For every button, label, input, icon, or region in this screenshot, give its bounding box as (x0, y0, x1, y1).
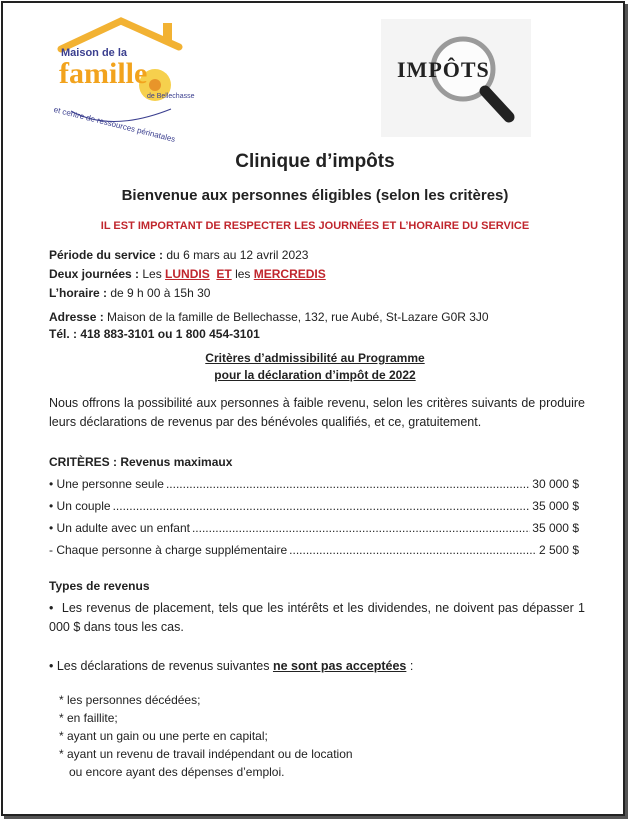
days-and: ET (216, 267, 232, 281)
criteria-row (49, 543, 579, 557)
bullet-icon: • (49, 659, 57, 673)
phone-line: Tél. : 418 883-3101 ou 1 800 454-3101 (49, 327, 260, 341)
hours-label: L’horaire : (49, 286, 108, 300)
day-monday: LUNDIS (165, 267, 210, 281)
income-bullet-2 (49, 657, 585, 676)
intro-paragraph: Nous offrons la possibilité aux personnes à faible revenu, selon les critères suivants de produire leurs déclarations de revenus par des bénévoles qualifiés, et ce, gratuitement. (49, 396, 585, 429)
leader-dots (192, 521, 530, 535)
logo-line1: Maison de la (61, 47, 128, 59)
income-bullet-1-text: Les revenus de placement, tels que les intérêts et les dividendes, ne doivent pas dépasser 1 000 $ dans tous les cas. (49, 601, 585, 634)
criteria-heading-line2: pour la déclaration d’impôt de 2022 (214, 368, 416, 382)
days-les: les (231, 267, 254, 281)
day-wednesday: MERCREDIS (253, 267, 326, 281)
impots-word: IMPÔTS (397, 57, 490, 82)
criteria-row (49, 477, 579, 491)
important-notice: IL EST IMPORTANT DE RESPECTER LES JOURNÉES ET L’HORAIRE DU SERVICE (100, 220, 530, 232)
days-pre: Les (139, 267, 166, 281)
criteria-label: - Chaque personne à charge supplémentaire (49, 543, 288, 557)
days-line (49, 267, 326, 281)
impots-logo (381, 19, 531, 137)
logo-arc-text: et centre de ressources périnatales (52, 105, 177, 144)
period-label: Période du service : (49, 248, 164, 262)
income-bullet-1 (49, 599, 585, 637)
maison-famille-logo (51, 13, 201, 144)
address-value: Maison de la famille de Bellechasse, 132, rue Aubé, St-Lazare G0R 3J0 (103, 310, 489, 324)
criteria-row (49, 499, 579, 513)
income-bullet-2-post: : (406, 659, 414, 673)
address-line (49, 310, 489, 324)
exclusion-item: * les personnes décédées; (59, 693, 201, 707)
document-page (1, 1, 625, 816)
address-label: Adresse : (49, 310, 104, 324)
criteria-amount: 30 000 $ (532, 477, 579, 491)
exclusion-item: * ayant un revenu de travail indépendant ou de location (59, 747, 353, 761)
hours-value: de 9 h 00 à 15h 30 (107, 286, 211, 300)
criteria-label: • Un adulte avec un enfant (49, 521, 190, 535)
page-subtitle: Bienvenue aux personnes éligibles (selon les critères) (121, 187, 509, 204)
leader-dots (289, 543, 537, 557)
logo-sub: de Bellechasse (147, 93, 195, 100)
exclusion-item: * ayant un gain ou une perte en capital; (59, 729, 268, 743)
days-label: Deux journées : (49, 267, 140, 281)
criteria-amount: 35 000 $ (532, 521, 579, 535)
page-title: Clinique d’impôts (235, 151, 395, 172)
logo-brand: famille (59, 57, 148, 90)
income-bullet-2-emph: ne sont pas acceptées (272, 659, 407, 673)
exclusion-item: * en faillite; (59, 711, 118, 725)
criteria-label: • Un couple (49, 499, 111, 513)
criteria-heading-line1: Critères d’admissibilité au Programme (205, 351, 425, 365)
period-value: du 6 mars au 12 avril 2023 (163, 248, 309, 262)
leader-dots (113, 499, 531, 513)
hours-line (49, 286, 210, 300)
criteria-row (49, 521, 579, 535)
criteria-amount: 35 000 $ (532, 499, 579, 513)
criteria-amount: 2 500 $ (538, 543, 579, 557)
exclusion-item: ou encore ayant des dépenses d’emploi. (59, 765, 285, 779)
criteria-label: • Une personne seule (49, 477, 164, 491)
income-bullet-2-pre: Les déclarations de revenus suivantes (56, 659, 273, 673)
period-line (49, 248, 308, 262)
income-types-title: Types de revenus (49, 579, 150, 593)
bullet-icon: • (49, 601, 62, 615)
criteria-title: CRITÈRES : Revenus maximaux (49, 455, 233, 469)
leader-dots (166, 477, 530, 491)
